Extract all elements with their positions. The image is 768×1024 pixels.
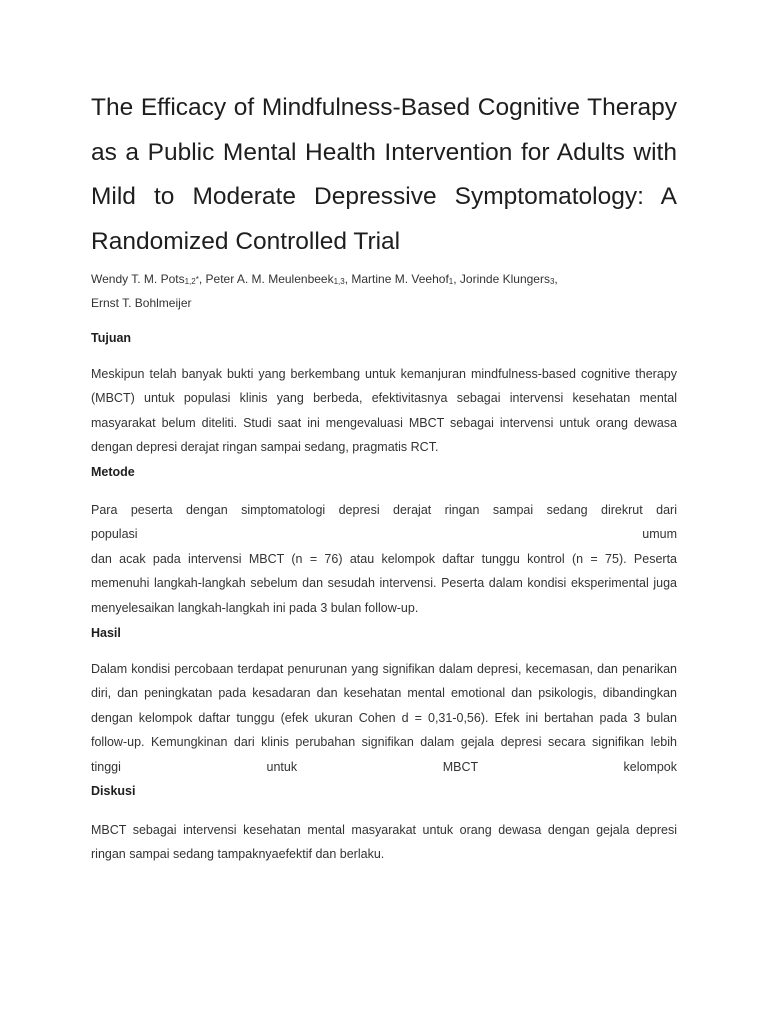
paper-title: The Efficacy of Mindfulness-Based Cognitive Therapy as a Public Mental Health Intervention for Adults with Mild to Moderate Depressive Symptomatology: A Randomized Controlled Trial — [91, 94, 677, 255]
author-line-1 — [91, 268, 677, 292]
metode-body: dan acak pada intervensi MBCT (n = 76) atau kelompok daftar tunggu kontrol (n = 75). Peserta memenuhi langkah-langkah sebelum dan sesudah intervensi. Peserta dalam kondisi eksperimental juga menyelesaikan langkah-langkah ini pada 3 bulan follow-up. — [91, 551, 677, 615]
author-separator: , — [453, 272, 460, 286]
author-name: Ernst T. Bohlmeijer — [91, 296, 192, 310]
section-text-tujuan: Meskipun telah banyak bukti yang berkembang untuk kemanjuran mindfulness-based cognitive therapy (MBCT) untuk populasi klinis yang berbeda, efektivitasnya sebagai intervensi kesehatan mental masyarakat belum diteliti. Studi saat ini mengevaluasi MBCT sebagai intervensi untuk orang dewasa dengan depresi derajat ringan sampai sedang, pragmatis RCT. — [91, 367, 677, 455]
author-affiliation: 1 — [448, 277, 454, 286]
author-list — [91, 268, 677, 314]
author-separator: , — [344, 272, 352, 286]
section-heading-hasil: Hasil — [91, 626, 121, 640]
metode-line-2: populasi umum — [91, 527, 677, 542]
author-affiliation: 3 — [549, 277, 555, 286]
section-heading-diskusi: Diskusi — [91, 784, 136, 798]
author-line-2 — [91, 292, 677, 314]
metode-line-1: Para peserta dengan simptomatologi depresi derajat ringan sampai sedang direkrut dari — [91, 503, 677, 517]
author-name: Wendy T. M. Pots — [91, 272, 185, 286]
section-text-metode — [91, 498, 677, 620]
corresponding-author-mark: * — [195, 275, 199, 284]
author-affiliation: 1,3 — [333, 277, 345, 286]
section-heading-tujuan: Tujuan — [91, 331, 132, 345]
section-heading-metode: Metode — [91, 465, 135, 479]
author-name: Peter A. M. Meulenbeek — [205, 272, 334, 286]
author-separator: , — [554, 272, 558, 286]
author-separator: , — [198, 272, 206, 286]
section-text-hasil: Dalam kondisi percobaan terdapat penurunan yang signifikan dalam depresi, kecemasan, dan penarikan diri, dan peningkatan pada kesadaran dan kesehatan mental emotional dan psikologis, dibandingkan dengan kelompok daftar tunggu (efek ukuran Cohen d = 0,31-0,56). Efek ini bertahan pada 3 bulan follow-up. Kemungkinan dari klinis perubahan signifikan dalam gejala depresi secara signifikan lebih tinggi untuk MBCT kelompok — [91, 662, 677, 774]
section-text-diskusi: MBCT sebagai intervensi kesehatan mental masyarakat untuk orang dewasa dengan gejala depresi ringan sampai sedang tampaknyaefektif dan berlaku. — [91, 823, 677, 862]
author-affiliation: 1,2 — [184, 277, 196, 286]
author-name: Martine M. Veehof — [351, 272, 449, 286]
author-name: Jorinde Klungers — [459, 272, 550, 286]
